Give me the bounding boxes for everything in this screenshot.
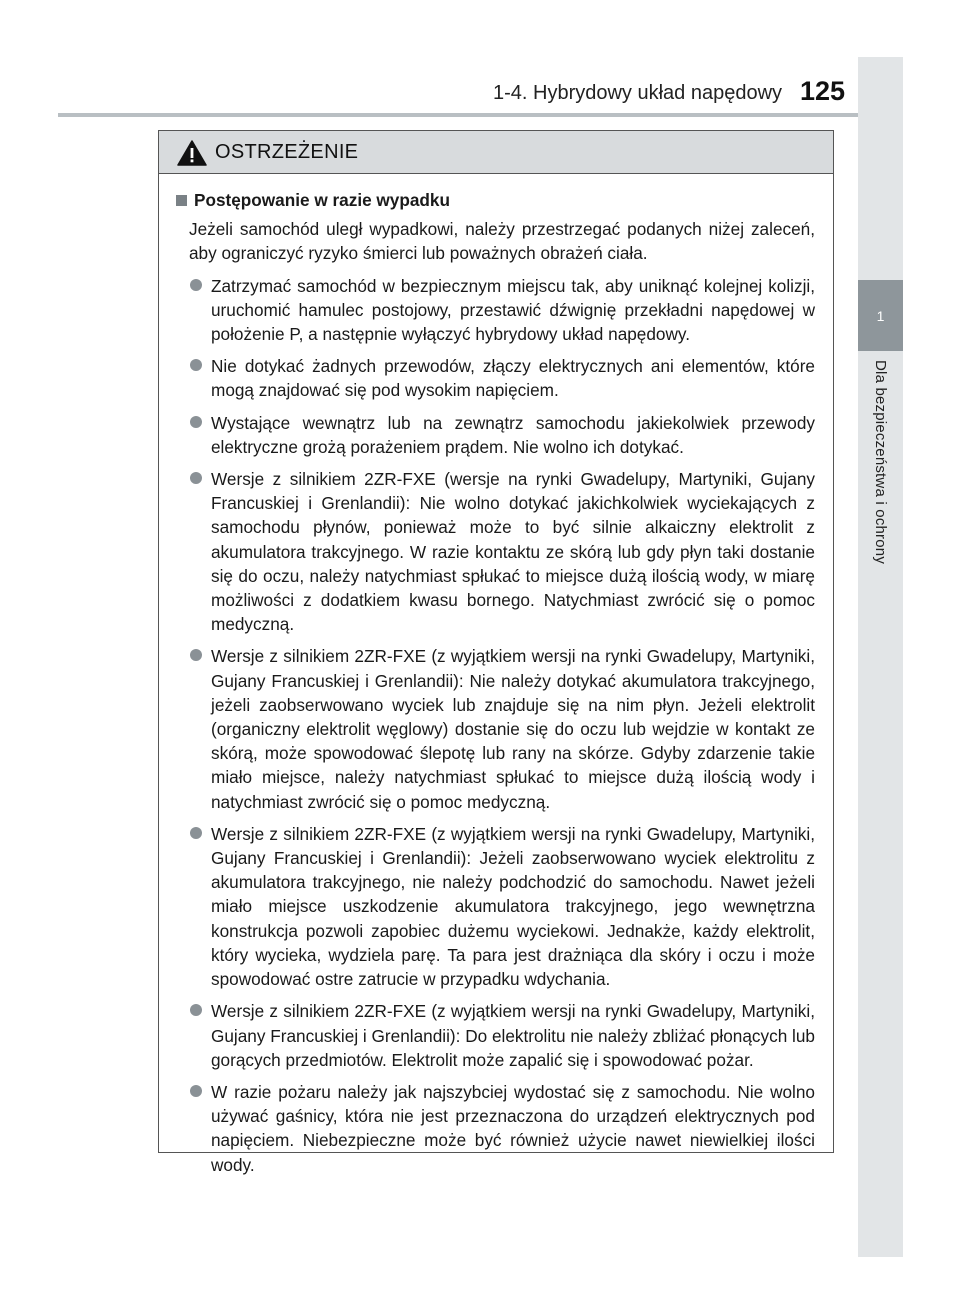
bullet-dot-icon bbox=[190, 416, 202, 428]
warning-triangle-icon bbox=[177, 140, 207, 166]
warning-bullet-list bbox=[173, 274, 815, 1177]
warning-title: OSTRZEŻENIE bbox=[215, 140, 359, 163]
section-heading-text: Postępowanie w razie wypadku bbox=[194, 190, 450, 210]
bullet-dot-icon bbox=[190, 1085, 202, 1097]
section-heading bbox=[173, 188, 815, 212]
bullet-dot-icon bbox=[190, 649, 202, 661]
chapter-side-tab bbox=[858, 57, 903, 1257]
list-item: Nie dotykać żadnych przewodów, złączy elektrycznych ani elementów, które mogą znajdować się pod wysokim napięciem. bbox=[173, 354, 815, 402]
square-bullet-icon bbox=[176, 195, 187, 206]
list-item: W razie pożaru należy jak najszybciej wydostać się z samochodu. Nie wolno używać gaśnicy, która nie jest przeznaczona do urządzeń elektrycznych pod napięciem. Niebezpieczne może być również użycie nawet niewielkiej ilości wody. bbox=[173, 1080, 815, 1177]
bullet-dot-icon bbox=[190, 359, 202, 371]
bullet-dot-icon bbox=[190, 827, 202, 839]
warning-header bbox=[159, 131, 833, 174]
bullet-dot-icon bbox=[190, 1004, 202, 1016]
warning-box bbox=[158, 130, 834, 1175]
bullet-dot-icon bbox=[190, 279, 202, 291]
list-item: Wersje z silnikiem 2ZR-FXE (z wyjątkiem wersji na rynki Gwadelupy, Martyniki, Gujany Francuskiej i Grenlandii): Nie należy dotykać akumulatora trakcyjnego, jeżeli zaobserwowano wyciek lub znajduje się na nim płyn. Jeżeli elektrolit (organiczny elektrolit węglowy) dostanie się do oczu lub wejdzie w kontakt ze skórą, może spowodować ślepotę lub rany na skórze. Gdyby zdarzenie takie miało miejsce, należy natychmiast spłukać to miejsce dużą ilością wody i natychmiast zwrócić się o pomoc medyczną. bbox=[173, 644, 815, 813]
chapter-number: 1 bbox=[876, 307, 885, 324]
section-title: 1-4. Hybrydowy układ napędowy bbox=[493, 82, 783, 104]
list-item: Wersje z silnikiem 2ZR-FXE (wersje na rynki Gwadelupy, Martyniki, Gujany Francuskiej i Grenlandii): Nie wolno dotykać jakichkolwiek wyciekających z samochodu płynów, ponieważ może to być silnie alkaiczny elektrolit z akumulatora trakcyjnego. W razie kontaktu ze skórą lub gdy płyn taki dostanie się do oczu, należy natychmiast spłukać to miejsce dużą ilością wody, w miarę możliwości z dodatkiem kwasu bornego. Natychmiast zwrócić się o pomoc medyczną. bbox=[173, 467, 815, 636]
warning-body bbox=[159, 174, 833, 1177]
chapter-label: Dla bezpieczeństwa i ochrony bbox=[872, 360, 889, 565]
header-divider bbox=[58, 113, 858, 117]
page-number: 125 bbox=[800, 76, 846, 106]
chapter-number-tab bbox=[858, 280, 903, 351]
bullet-dot-icon bbox=[190, 472, 202, 484]
list-item: Wersje z silnikiem 2ZR-FXE (z wyjątkiem wersji na rynki Gwadelupy, Martyniki, Gujany Francuskiej i Grenlandii): Do elektrolitu nie należy zbliżać płonących lub gorących przedmiotów. Elektrolit może zapalić się i spowodować pożar. bbox=[173, 999, 815, 1072]
list-item: Zatrzymać samochód w bezpiecznym miejscu tak, aby uniknąć kolejnej kolizji, uruchomić hamulec postojowy, przestawić dźwignię przekładni napędowej w położenie P, a następnie wyłączyć hybrydowy układ napędowy. bbox=[173, 274, 815, 347]
intro-paragraph: Jeżeli samochód uległ wypadkowi, należy przestrzegać podanych niżej zaleceń, aby ograniczyć ryzyko śmierci lub poważnych obrażeń ciała. bbox=[189, 219, 815, 264]
list-item: Wersje z silnikiem 2ZR-FXE (z wyjątkiem wersji na rynki Gwadelupy, Martyniki, Gujany Francuskiej i Grenlandii): Jeżeli zaobserwowano wyciek elektrolitu z akumulatora trakcyjnego, nie należy podchodzić do samochodu. Nawet jeżeli miało miejsce uszkodzenie akumulatora trakcyjnego, jego wewnętrzna konstrukcja pozwoli zapobiec dużemu wyciekowi. Jednakże, każdy elektrolit, który wycieka, wydziela parę. Ta para jest drażniąca dla skóry i oczu i może spowodować ostre zatrucie w przypadku wdychania. bbox=[173, 822, 815, 991]
list-item: Wystające wewnątrz lub na zewnątrz samochodu jakiekolwiek przewody elektryczne grożą porażeniem prądem. Nie wolno ich dotykać. bbox=[173, 411, 815, 459]
